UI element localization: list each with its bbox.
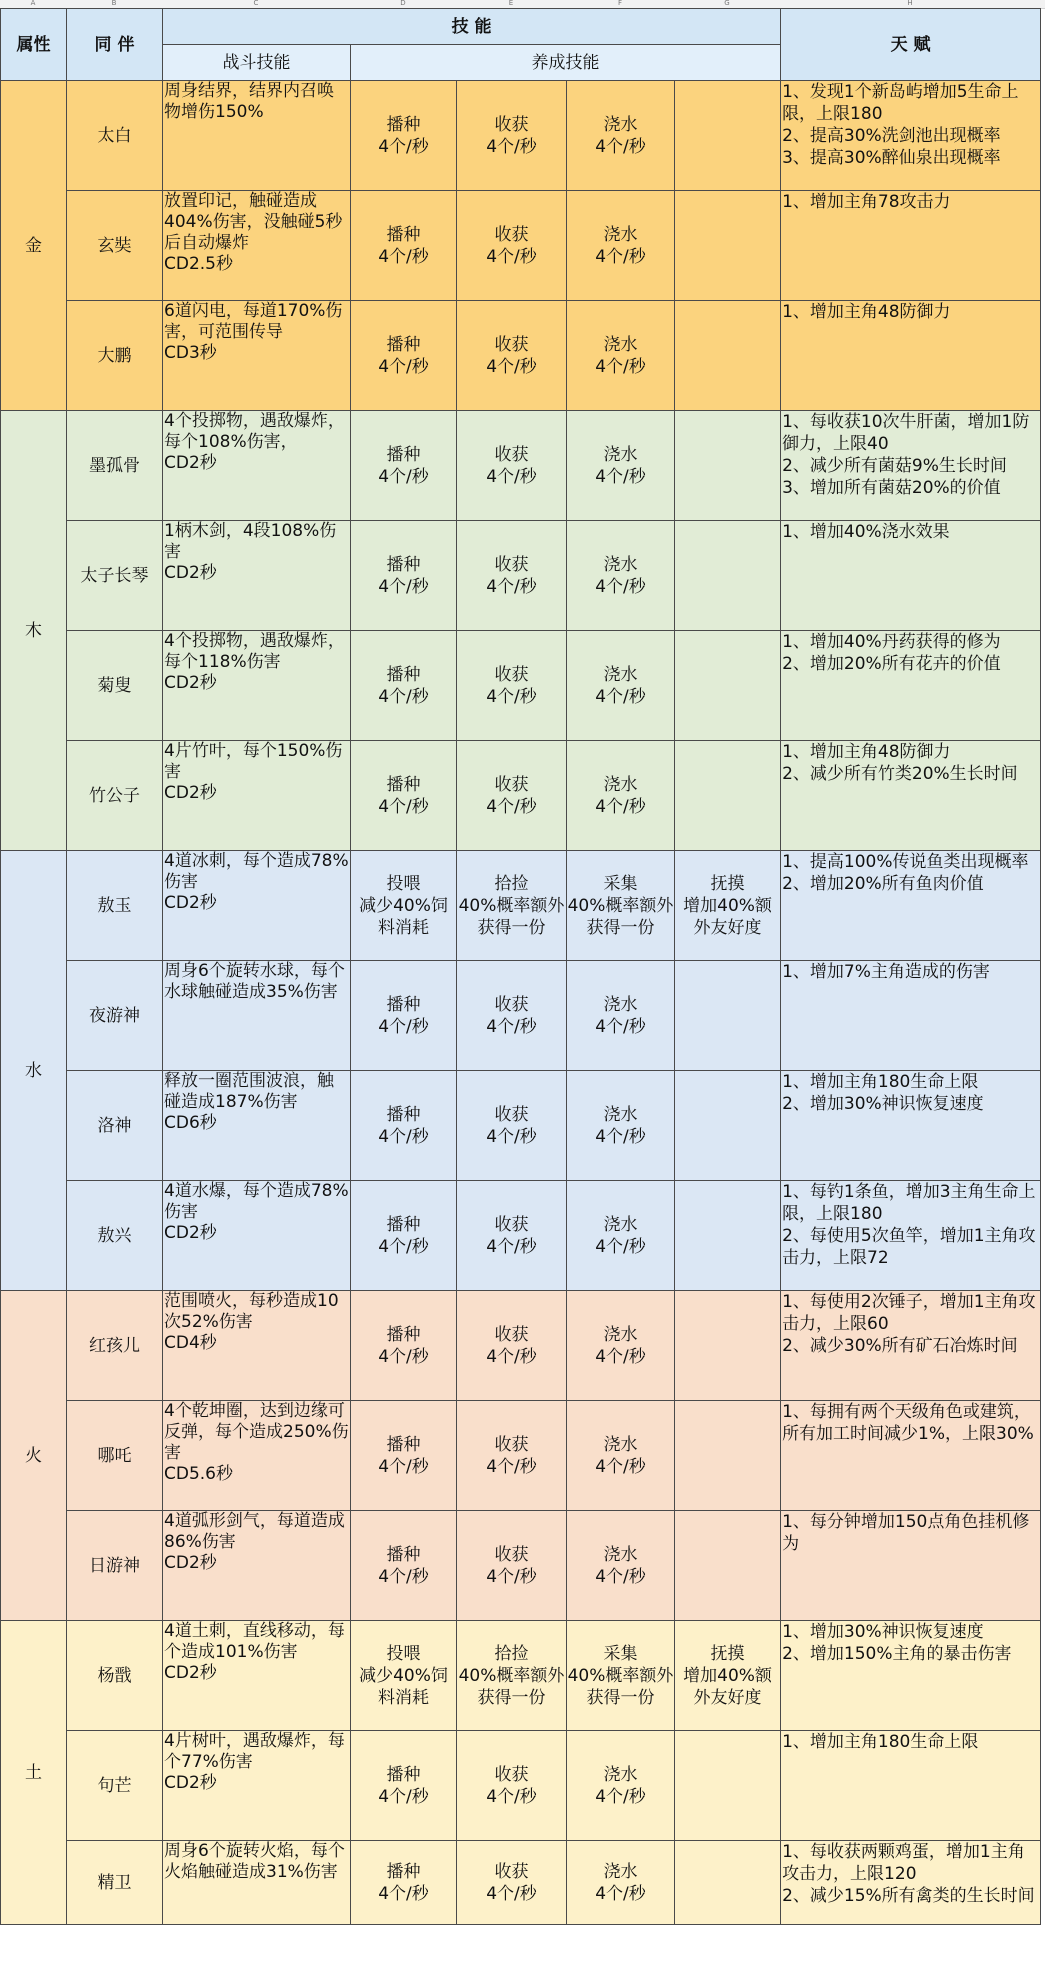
cultivation-skill-cell[interactable]: 投喂 减少40%饲料消耗 bbox=[351, 1621, 457, 1731]
cultivation-skill-cell[interactable]: 播种 4个/秒 bbox=[351, 81, 457, 191]
battle-skill-cell[interactable]: 周身结界，结界内召唤物增伤150% bbox=[163, 81, 351, 191]
cultivation-skill-cell[interactable]: 收获 4个/秒 bbox=[457, 521, 567, 631]
column-letter[interactable]: E bbox=[508, 0, 514, 7]
cultivation-skill-cell[interactable]: 抚摸 增加40%额外友好度 bbox=[675, 851, 781, 961]
companion-name-cell[interactable]: 墨孤骨 bbox=[67, 411, 163, 521]
cultivation-skill-cell[interactable]: 播种 4个/秒 bbox=[351, 191, 457, 301]
battle-skill-cell[interactable]: 4片竹叶，每个150%伤害 CD2秒 bbox=[163, 741, 351, 851]
cultivation-skill-cell[interactable]: 播种 4个/秒 bbox=[351, 1291, 457, 1401]
cultivation-skill-cell[interactable]: 浇水 4个/秒 bbox=[567, 521, 675, 631]
table-row bbox=[1, 741, 1041, 851]
cultivation-skill-cell[interactable]: 浇水 4个/秒 bbox=[567, 1401, 675, 1511]
cultivation-skill-cell[interactable]: 浇水 4个/秒 bbox=[567, 1841, 675, 1925]
table-row bbox=[1, 411, 1041, 521]
header-attribute[interactable]: 属性 bbox=[1, 9, 67, 81]
cultivation-skill-cell[interactable]: 浇水 4个/秒 bbox=[567, 1291, 675, 1401]
cultivation-skill-cell[interactable]: 收获 4个/秒 bbox=[457, 411, 567, 521]
cultivation-skill-cell[interactable]: 收获 4个/秒 bbox=[457, 81, 567, 191]
table-row bbox=[1, 851, 1041, 961]
cultivation-skill-cell[interactable] bbox=[675, 741, 781, 851]
table-row bbox=[1, 521, 1041, 631]
battle-skill-cell[interactable]: 周身6个旋转火焰，每个火焰触碰造成31%伤害 bbox=[163, 1841, 351, 1925]
cultivation-skill-cell[interactable]: 浇水 4个/秒 bbox=[567, 191, 675, 301]
battle-skill-cell[interactable]: 4个投掷物，遇敌爆炸，每个118%伤害 CD2秒 bbox=[163, 631, 351, 741]
column-letter[interactable]: A bbox=[30, 0, 36, 7]
talent-cell[interactable]: 1、增加主角48防御力 2、减少所有竹类20%生长时间 bbox=[781, 741, 1041, 851]
cultivation-skill-cell[interactable] bbox=[675, 1291, 781, 1401]
table-row bbox=[1, 1841, 1041, 1925]
talent-cell[interactable]: 1、增加40%浇水效果 bbox=[781, 521, 1041, 631]
cultivation-skill-cell[interactable]: 收获 4个/秒 bbox=[457, 1731, 567, 1841]
column-letter[interactable]: B bbox=[111, 0, 117, 7]
cultivation-skill-cell[interactable]: 收获 4个/秒 bbox=[457, 961, 567, 1071]
cultivation-skill-cell[interactable] bbox=[675, 1731, 781, 1841]
talent-cell[interactable]: 1、增加30%神识恢复速度 2、增加150%主角的暴击伤害 bbox=[781, 1621, 1041, 1731]
talent-cell[interactable]: 1、每收获10次牛肝菌，增加1防御力，上限40 2、减少所有菌菇9%生长时间 3、增加所有菌菇20%的价值 bbox=[781, 411, 1041, 521]
cultivation-skill-cell[interactable]: 拾捡 40%概率额外获得一份 bbox=[457, 1621, 567, 1731]
cultivation-skill-cell[interactable]: 拾捡 40%概率额外获得一份 bbox=[457, 851, 567, 961]
table-row bbox=[1, 1401, 1041, 1511]
cultivation-skill-cell[interactable] bbox=[675, 521, 781, 631]
cultivation-skill-cell[interactable]: 浇水 4个/秒 bbox=[567, 1071, 675, 1181]
talent-cell[interactable]: 1、增加7%主角造成的伤害 bbox=[781, 961, 1041, 1071]
companion-name-cell[interactable]: 红孩儿 bbox=[67, 1291, 163, 1401]
cultivation-skill-cell[interactable]: 收获 4个/秒 bbox=[457, 191, 567, 301]
header-talent[interactable]: 天 赋 bbox=[781, 9, 1041, 81]
table-row bbox=[1, 191, 1041, 301]
cultivation-skill-cell[interactable]: 浇水 4个/秒 bbox=[567, 741, 675, 851]
cultivation-skill-cell[interactable]: 播种 4个/秒 bbox=[351, 411, 457, 521]
table-row bbox=[1, 1071, 1041, 1181]
companion-name-cell[interactable]: 洛神 bbox=[67, 1071, 163, 1181]
battle-skill-cell[interactable]: 释放一圈范围波浪，触碰造成187%伤害 CD6秒 bbox=[163, 1071, 351, 1181]
cultivation-skill-cell[interactable] bbox=[675, 631, 781, 741]
companion-name-cell[interactable]: 玄奘 bbox=[67, 191, 163, 301]
table-row bbox=[1, 1291, 1041, 1401]
companion-name-cell[interactable]: 大鹏 bbox=[67, 301, 163, 411]
column-letter[interactable]: F bbox=[617, 0, 623, 7]
attribute-cell[interactable]: 木 bbox=[1, 411, 67, 851]
cultivation-skill-cell[interactable]: 收获 4个/秒 bbox=[457, 741, 567, 851]
cultivation-skill-cell[interactable]: 收获 4个/秒 bbox=[457, 1071, 567, 1181]
cultivation-skill-cell[interactable]: 播种 4个/秒 bbox=[351, 1181, 457, 1291]
cultivation-skill-cell[interactable]: 播种 4个/秒 bbox=[351, 301, 457, 411]
cultivation-skill-cell[interactable]: 浇水 4个/秒 bbox=[567, 1181, 675, 1291]
column-letter[interactable]: D bbox=[400, 0, 406, 7]
header-skills[interactable]: 技 能 bbox=[163, 9, 781, 45]
companion-name-cell[interactable]: 杨戬 bbox=[67, 1621, 163, 1731]
talent-cell[interactable]: 1、增加主角48防御力 bbox=[781, 301, 1041, 411]
talent-cell[interactable]: 1、增加40%丹药获得的修为 2、增加20%所有花卉的价值 bbox=[781, 631, 1041, 741]
cultivation-skill-cell[interactable] bbox=[675, 1511, 781, 1621]
cultivation-skill-cell[interactable]: 浇水 4个/秒 bbox=[567, 411, 675, 521]
talent-cell[interactable]: 1、增加主角78攻击力 bbox=[781, 191, 1041, 301]
table-row bbox=[1, 81, 1041, 191]
cultivation-skill-cell[interactable]: 抚摸 增加40%额外友好度 bbox=[675, 1621, 781, 1731]
column-letter[interactable]: H bbox=[907, 0, 913, 7]
cultivation-skill-cell[interactable] bbox=[675, 191, 781, 301]
cultivation-skill-cell[interactable]: 播种 4个/秒 bbox=[351, 1731, 457, 1841]
companion-name-cell[interactable]: 夜游神 bbox=[67, 961, 163, 1071]
talent-cell[interactable]: 1、每钓1条鱼，增加3主角生命上限，上限180 2、每使用5次鱼竿，增加1主角攻击力，上限72 bbox=[781, 1181, 1041, 1291]
table-row bbox=[1, 301, 1041, 411]
cultivation-skill-cell[interactable]: 浇水 4个/秒 bbox=[567, 961, 675, 1071]
cultivation-skill-cell[interactable]: 播种 4个/秒 bbox=[351, 961, 457, 1071]
battle-skill-cell[interactable]: 4道土刺，直线移动，每个造成101%伤害 CD2秒 bbox=[163, 1621, 351, 1731]
talent-cell[interactable]: 1、每拥有两个天级角色或建筑，所有加工时间减少1%，上限30% bbox=[781, 1401, 1041, 1511]
cultivation-skill-cell[interactable]: 收获 4个/秒 bbox=[457, 1511, 567, 1621]
column-letter[interactable]: G bbox=[724, 0, 730, 7]
cultivation-skill-cell[interactable]: 播种 4个/秒 bbox=[351, 741, 457, 851]
battle-skill-cell[interactable]: 6道闪电，每道170%伤害，可范围传导 CD3秒 bbox=[163, 301, 351, 411]
battle-skill-cell[interactable]: 4道水爆，每个造成78%伤害 CD2秒 bbox=[163, 1181, 351, 1291]
cultivation-skill-cell[interactable] bbox=[675, 411, 781, 521]
talent-cell[interactable]: 1、增加主角180生命上限 bbox=[781, 1731, 1041, 1841]
cultivation-skill-cell[interactable] bbox=[675, 81, 781, 191]
companion-name-cell[interactable]: 敖玉 bbox=[67, 851, 163, 961]
battle-skill-cell[interactable]: 4个投掷物，遇敌爆炸，每个108%伤害， CD2秒 bbox=[163, 411, 351, 521]
companion-name-cell[interactable]: 哪吒 bbox=[67, 1401, 163, 1511]
cultivation-skill-cell[interactable] bbox=[675, 301, 781, 411]
header-cultivation-skill[interactable]: 养成技能 bbox=[351, 45, 781, 81]
attribute-cell[interactable]: 金 bbox=[1, 81, 67, 411]
cultivation-skill-cell[interactable]: 播种 4个/秒 bbox=[351, 1511, 457, 1621]
talent-cell[interactable]: 1、提高100%传说鱼类出现概率 2、增加20%所有鱼肉价值 bbox=[781, 851, 1041, 961]
cultivation-skill-cell[interactable]: 播种 4个/秒 bbox=[351, 1841, 457, 1925]
cultivation-skill-cell[interactable]: 浇水 4个/秒 bbox=[567, 301, 675, 411]
cultivation-skill-cell[interactable]: 播种 4个/秒 bbox=[351, 521, 457, 631]
battle-skill-cell[interactable]: 范围喷火，每秒造成10次52%伤害 CD4秒 bbox=[163, 1291, 351, 1401]
companion-name-cell[interactable]: 菊叟 bbox=[67, 631, 163, 741]
talent-cell[interactable]: 1、每收获两颗鸡蛋，增加1主角攻击力，上限120 2、减少15%所有禽类的生长时间 bbox=[781, 1841, 1041, 1925]
attribute-cell[interactable]: 火 bbox=[1, 1291, 67, 1621]
cultivation-skill-cell[interactable] bbox=[675, 1181, 781, 1291]
cultivation-skill-cell[interactable] bbox=[675, 961, 781, 1071]
battle-skill-cell[interactable]: 4道弧形剑气，每道造成86%伤害 CD2秒 bbox=[163, 1511, 351, 1621]
cultivation-skill-cell[interactable]: 播种 4个/秒 bbox=[351, 1401, 457, 1511]
companion-name-cell[interactable]: 竹公子 bbox=[67, 741, 163, 851]
companion-name-cell[interactable]: 敖兴 bbox=[67, 1181, 163, 1291]
cultivation-skill-cell[interactable]: 浇水 4个/秒 bbox=[567, 1511, 675, 1621]
cultivation-skill-cell[interactable]: 播种 4个/秒 bbox=[351, 1071, 457, 1181]
attribute-cell[interactable]: 土 bbox=[1, 1621, 67, 1925]
companion-name-cell[interactable]: 太子长琴 bbox=[67, 521, 163, 631]
cultivation-skill-cell[interactable]: 收获 4个/秒 bbox=[457, 1401, 567, 1511]
battle-skill-cell[interactable]: 4道冰刺，每个造成78%伤害 CD2秒 bbox=[163, 851, 351, 961]
cultivation-skill-cell[interactable]: 收获 4个/秒 bbox=[457, 1181, 567, 1291]
cultivation-skill-cell[interactable]: 投喂 减少40%饲料消耗 bbox=[351, 851, 457, 961]
companion-name-cell[interactable]: 精卫 bbox=[67, 1841, 163, 1925]
battle-skill-cell[interactable]: 放置印记，触碰造成404%伤害，没触碰5秒后自动爆炸 CD2.5秒 bbox=[163, 191, 351, 301]
companion-name-cell[interactable]: 太白 bbox=[67, 81, 163, 191]
table-row bbox=[1, 1621, 1041, 1731]
table-row bbox=[1, 631, 1041, 741]
cultivation-skill-cell[interactable]: 浇水 4个/秒 bbox=[567, 81, 675, 191]
companion-name-cell[interactable]: 日游神 bbox=[67, 1511, 163, 1621]
cultivation-skill-cell[interactable]: 收获 4个/秒 bbox=[457, 301, 567, 411]
cultivation-skill-cell[interactable] bbox=[675, 1071, 781, 1181]
table-row bbox=[1, 1731, 1041, 1841]
battle-skill-cell[interactable]: 1柄木剑，4段108%伤害 CD2秒 bbox=[163, 521, 351, 631]
table-row bbox=[1, 961, 1041, 1071]
cultivation-skill-cell[interactable] bbox=[675, 1401, 781, 1511]
battle-skill-cell[interactable]: 4个乾坤圈，达到边缘可反弹，每个造成250%伤害 CD5.6秒 bbox=[163, 1401, 351, 1511]
battle-skill-cell[interactable]: 周身6个旋转水球，每个水球触碰造成35%伤害 bbox=[163, 961, 351, 1071]
talent-cell[interactable]: 1、增加主角180生命上限 2、增加30%神识恢复速度 bbox=[781, 1071, 1041, 1181]
cultivation-skill-cell[interactable]: 浇水 4个/秒 bbox=[567, 1731, 675, 1841]
cultivation-skill-cell[interactable]: 收获 4个/秒 bbox=[457, 631, 567, 741]
companion-table bbox=[0, 8, 1041, 1925]
attribute-cell[interactable]: 水 bbox=[1, 851, 67, 1291]
header-companion[interactable]: 同 伴 bbox=[67, 9, 163, 81]
cultivation-skill-cell[interactable]: 播种 4个/秒 bbox=[351, 631, 457, 741]
cultivation-skill-cell[interactable]: 浇水 4个/秒 bbox=[567, 631, 675, 741]
cultivation-skill-cell[interactable]: 收获 4个/秒 bbox=[457, 1291, 567, 1401]
cultivation-skill-cell[interactable] bbox=[675, 1841, 781, 1925]
talent-cell[interactable]: 1、发现1个新岛屿增加5生命上限，上限180 2、提高30%洗剑池出现概率 3、提高30%醉仙泉出现概率 bbox=[781, 81, 1041, 191]
battle-skill-cell[interactable]: 4片树叶，遇敌爆炸，每个77%伤害 CD2秒 bbox=[163, 1731, 351, 1841]
table-row bbox=[1, 1181, 1041, 1291]
cultivation-skill-cell[interactable]: 采集 40%概率额外获得一份 bbox=[567, 851, 675, 961]
cultivation-skill-cell[interactable]: 收获 4个/秒 bbox=[457, 1841, 567, 1925]
header-battle-skill[interactable]: 战斗技能 bbox=[163, 45, 351, 81]
talent-cell[interactable]: 1、每分钟增加150点角色挂机修为 bbox=[781, 1511, 1041, 1621]
table-row bbox=[1, 1511, 1041, 1621]
column-letter[interactable]: C bbox=[253, 0, 259, 7]
cultivation-skill-cell[interactable]: 采集 40%概率额外获得一份 bbox=[567, 1621, 675, 1731]
talent-cell[interactable]: 1、每使用2次锤子，增加1主角攻击力，上限60 2、减少30%所有矿石冶炼时间 bbox=[781, 1291, 1041, 1401]
companion-name-cell[interactable]: 句芒 bbox=[67, 1731, 163, 1841]
